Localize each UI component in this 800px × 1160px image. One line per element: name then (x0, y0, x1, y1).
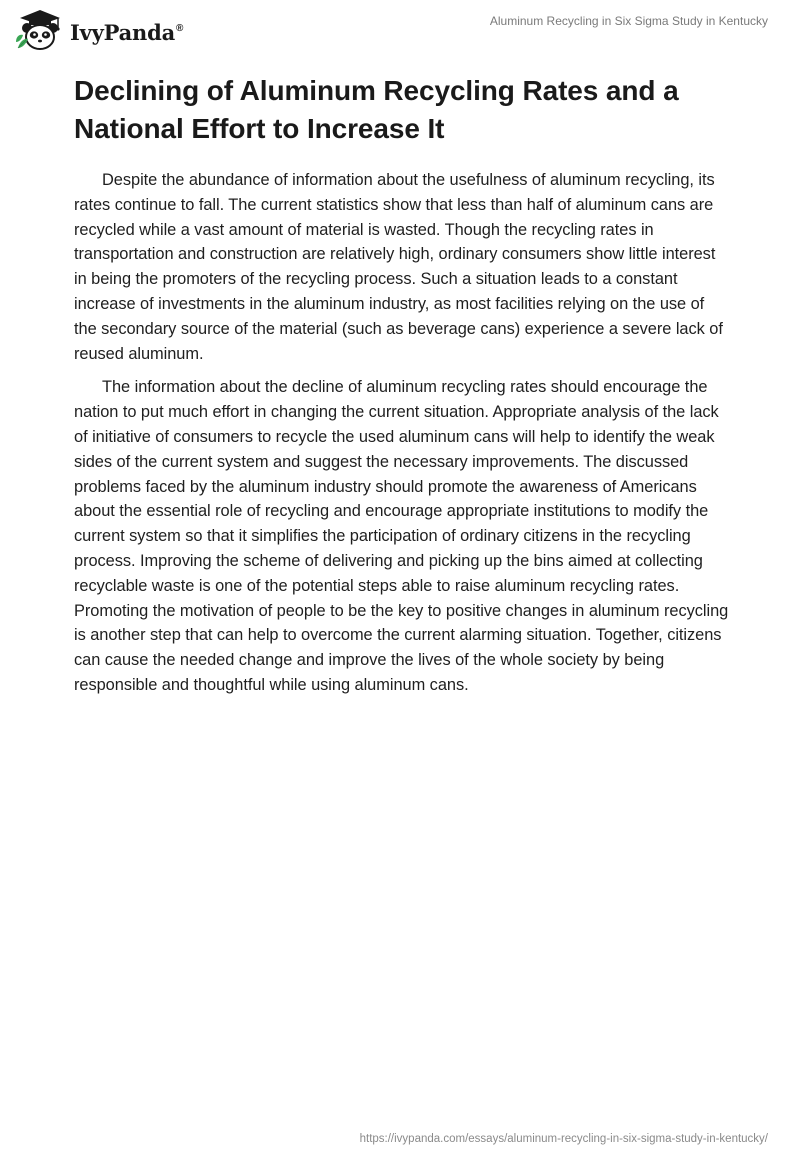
logo-text: IvyPanda® (70, 19, 184, 45)
panda-graduate-icon (14, 8, 64, 52)
page-header (0, 0, 800, 60)
document-title: Aluminum Recycling in Six Sigma Study in Kentucky (489, 14, 768, 28)
source-url[interactable]: https://ivypanda.com/essays/aluminum-recycling-in-six-sigma-study-in-kentucky/ (359, 1133, 768, 1145)
ivypanda-logo[interactable] (14, 8, 183, 52)
registered-mark: ® (176, 22, 184, 34)
article-paragraph: Despite the abundance of information about the usefulness of aluminum recycling, its rates continue to fall. The current statistics show that less than half of aluminum cans are recycled while a vast amount of material is wasted. Though the recycling rates in transportation and construction are relatively high, ordinary consumers show little interest in being the promoters of the recycling process. Such a situation leads to a constant increase of investments in the aluminum industry, as most facilities relying on the use of the secondary source of the material (such as beverage cans) experience a severe lack of reused aluminum. (74, 171, 723, 363)
article-heading: Declining of Aluminum Recycling Rates and a National Effort to Increase It (74, 75, 679, 144)
article (74, 72, 730, 707)
article-paragraph: The information about the decline of aluminum recycling rates should encourage the nation to put much effort in changing the current situation. Appropriate analysis of the lack of initiative of consumers to recycle the used aluminum cans will help to identify the weak sides of the current system and suggest the necessary improvements. The discussed problems faced by the aluminum industry should promote the awareness of Americans about the essential role of recycling and encourage appropriate institutions to modify the current system so that it simplifies the participation of ordinary citizens in the recycling process. Improving the scheme of delivering and picking up the bins aimed at collecting recyclable waste is one of the potential steps able to raise aluminum recycling rates. Promoting the motivation of people to be the key to positive changes in aluminum recycling is another step that can help to overcome the current alarming situation. Together, citizens can cause the needed change and improve the lives of the whole society by being responsible and thoughtful while using aluminum cans. (74, 378, 729, 694)
